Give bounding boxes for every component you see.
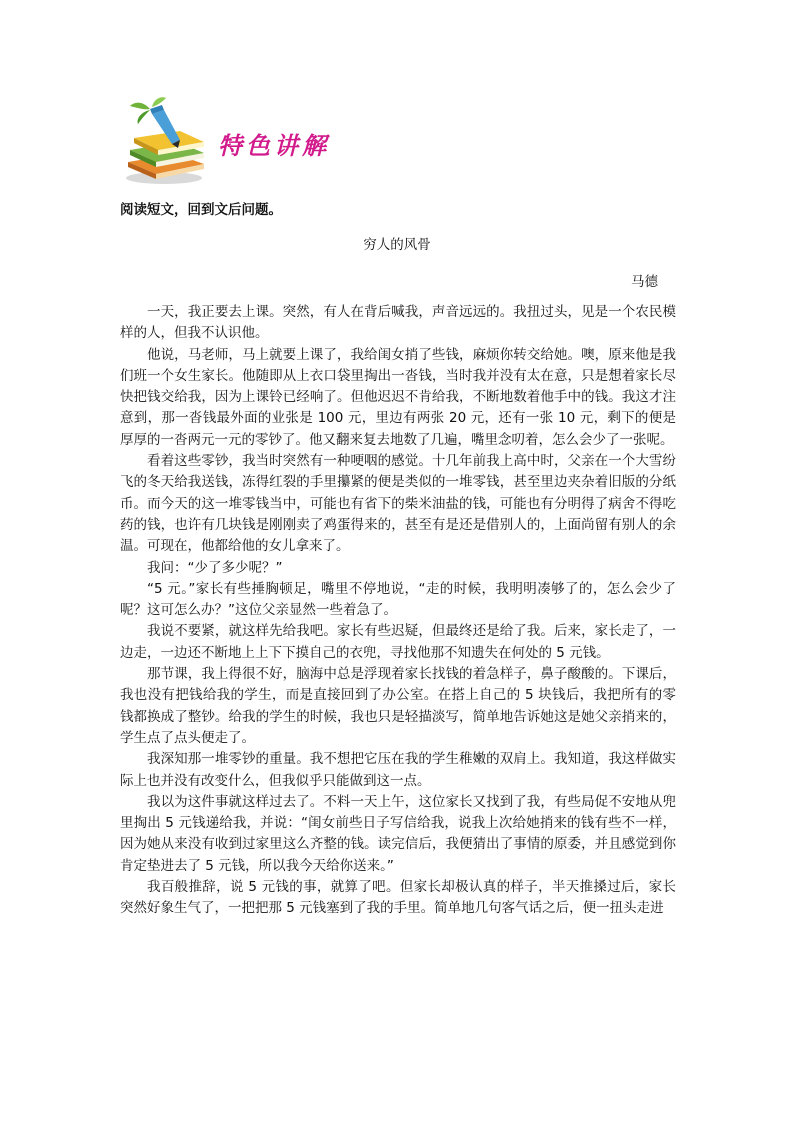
paragraph: 我深知那一堆零钞的重量。我不想把它压在我的学生稚嫩的双肩上。我知道，我这样做实际上也并没有改变什么，但我似乎只能做到这一点。 — [120, 751, 676, 789]
article-title: 穷人的风骨 — [363, 237, 431, 253]
paragraph: 他说，马老师，马上就要上课了，我给闺女捎了些钱，麻烦你转交给她。噢，原来他是我们班一个女生家长。他随即从上衣口袋里掏出一沓钱，当时我并没有太在意，只是想着家长尽快把钱交给我，因为上课铃已经响了。但他迟迟不肯给我，不断地数着他手中的钱。我这才注意到，那一沓钱最外面的业张是 100 元，里边有两张 20 元，还有一张 10 元，剩下的便是厚厚的一沓两元一元的零钞了。他又翻来复去地数了几遍，嘴里念叨着，怎么会少了一张呢。 — [120, 346, 676, 448]
paragraph: 我以为这件事就这样过去了。不料一天上午，这位家长又找到了我，有些局促不安地从兜里掏出 5 元钱递给我，并说：“闺女前些日子写信给我，说我上次给她捎来的钱有些不一样，因为她从来没有收到过家里这么齐整的钱。读完信后，我便猜出了事情的原委，并且感觉到你肯定垫进去了 5 元钱，所以我今天给你送来。” — [120, 793, 676, 874]
paragraph: 看着这些零钞，我当时突然有一种哽咽的感觉。十几年前我上高中时，父亲在一个大雪纷飞的冬天给我送钱，冻得红裂的手里攥紧的便是类似的一堆零钱，甚至里边夹杂着旧版的分纸币。而今天的这一堆零钱当中，可能也有省下的柴米油盐的钱，可能也有分明得了病舍不得吃药的钱，也许有几块钱是刚刚卖了鸡蛋得来的，甚至有是还是借别人的，上面尚留有别人的余温。可现在，他都给他的女儿拿来了。 — [120, 453, 676, 555]
paragraph: 我百般推辞，说 5 元钱的事，就算了吧。但家长却极认真的样子，半天推搡过后，家长突然好象生气了，一把把那 5 元钱塞到了我的手里。简单地几句客气话之后，便一扭头走进 — [120, 879, 676, 917]
article-author: 马德 — [631, 274, 658, 290]
section-title: 特色讲解 — [218, 132, 330, 160]
books-pen-icon — [120, 96, 212, 186]
paragraph: “5 元。”家长有些捶胸顿足，嘴里不停地说，“走的时候，我明明凑够了的，怎么会少了呢？这可怎么办？”这位父亲显然一些着急了。 — [120, 580, 676, 619]
paragraph: 我说不要紧，就这样先给我吧。家长有些迟疑，但最终还是给了我。后来，家长走了，一边走，一边还不断地上上下下摸自己的衣兜，寻找他那不知遗失在何处的 5 元钱。 — [120, 623, 676, 661]
article-body — [120, 302, 676, 920]
paragraph: 那节课，我上得很不好，脑海中总是浮现着家长找钱的着急样子，鼻子酸酸的。下课后，我也没有把钱给我的学生，而是直接回到了办公室。在搭上自己的 5 块钱后，我把所有的零钱都换成了整钞。给我的学生的时候，我也只是轻描淡写，简单地告诉她这是她父亲捎来的，学生点了点头便走了。 — [120, 666, 676, 746]
instruction-text: 阅读短文，回到文后问题。 — [120, 202, 282, 218]
section-header — [120, 96, 380, 186]
paragraph: 一天，我正要去上课。突然，有人在背后喊我，声音远远的。我扭过头，见是一个农民模样的人，但我不认识他。 — [120, 304, 676, 342]
paragraph: 我问：“少了多少呢？” — [147, 559, 283, 576]
